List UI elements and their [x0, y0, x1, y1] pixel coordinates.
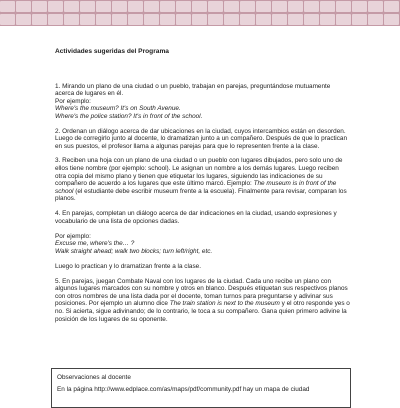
header-tile: [160, 14, 175, 25]
activity-5-text-a: 5. En parejas, juegan Combate Naval con los lugares de la ciudad. Cada uno recibe un plano con algunos lugares marcados con su nombre y otros en blanco. Después etiquetan sus respectivos planos con otros nombres de una lista dada por el docente, toman turnos para preguntarse y adivinar sus posiciones. Por ejemplo un alumno dice: [55, 277, 348, 308]
header-tile: [160, 1, 175, 12]
header-tile: [16, 1, 31, 12]
header-tile: [272, 14, 287, 25]
activity-3: [55, 157, 350, 203]
header-tile: [112, 1, 127, 12]
activity-1: [55, 83, 350, 121]
activity-4-example-label: Por ejemplo:: [55, 232, 91, 240]
teacher-notes-text: En la página http://www.edplace.com/as/maps/pdf/community.pdf hay un mapa de ciudad: [57, 385, 310, 393]
header-tile: [32, 1, 47, 12]
teacher-notes-heading: Observaciones al docente: [57, 374, 131, 381]
header-tile: [176, 14, 191, 25]
activity-4-example-1: Excuse me, where's the… ?: [55, 240, 135, 248]
header-tile: [128, 14, 143, 25]
header-tile: [96, 1, 111, 12]
header-tile: [80, 1, 95, 12]
activity-1-example-2: Where's the police station? It's in front of the school.: [55, 112, 203, 120]
document-body: [55, 48, 350, 330]
header-tile: [352, 14, 367, 25]
header-tile: [384, 14, 399, 25]
header-tile: [0, 14, 15, 25]
header-tile: [176, 1, 191, 12]
header-tile: [144, 1, 159, 12]
header-tile: [0, 1, 15, 12]
header-tile: [368, 1, 383, 12]
header-tile: [368, 14, 383, 25]
header-tile: [336, 14, 351, 25]
header-tile: [352, 1, 367, 12]
header-tile: [16, 14, 31, 25]
header-tile: [48, 14, 63, 25]
activity-3-example: The museum is in front of the school: [55, 180, 337, 195]
header-tile: [208, 14, 223, 25]
activity-4-text: 4. En parejas, completan un diálogo acerca de dar indicaciones en la ciudad, usando expresiones y vocabulario de una lista de opciones dadas.: [55, 209, 337, 225]
header-tile: [224, 14, 239, 25]
header-tile: [256, 14, 271, 25]
decorative-header-bar: [0, 0, 400, 26]
activity-3-text-b: (el estudiante debe escribir museum frente a la escuela). Finalmente para revisar, comparan los planos.: [55, 187, 347, 203]
header-tile: [288, 14, 303, 25]
teacher-notes-box: [51, 368, 351, 408]
activity-4-example-2: Walk straight ahead; walk two blocks; turn left/right, etc.: [55, 247, 213, 255]
header-tile: [192, 1, 207, 12]
activity-4-after: Luego lo practican y lo dramatizan frente a la clase.: [55, 263, 202, 271]
header-tile: [208, 1, 223, 12]
header-tile: [48, 1, 63, 12]
activity-1-example-label: Por ejemplo:: [55, 97, 91, 105]
header-tile: [112, 14, 127, 25]
activity-5: [55, 278, 350, 324]
header-tile: [320, 14, 335, 25]
header-tile: [224, 1, 239, 12]
header-tile: [64, 1, 79, 12]
header-tile: [96, 14, 111, 25]
header-tile: [272, 1, 287, 12]
header-tile: [304, 1, 319, 12]
page-title: Actividades sugeridas del Programa: [55, 48, 169, 55]
activity-5-text-b: y el otro responde yes o no. Si acierta, sigue adivinando; de lo contrario, le toca a su compañero. Gana quien primero adivine la posición de los lugares de su oponente.: [55, 300, 350, 323]
header-tile: [144, 14, 159, 25]
header-tile: [336, 1, 351, 12]
header-tile: [192, 14, 207, 25]
header-tile: [256, 1, 271, 12]
activity-4: [55, 210, 350, 271]
left-margin: [0, 26, 30, 400]
activity-1-example-1: Where's the museum? It's on South Avenue.: [55, 105, 181, 113]
header-tile: [288, 1, 303, 12]
header-tile: [80, 14, 95, 25]
header-tile: [384, 1, 399, 12]
header-tile: [320, 1, 335, 12]
activity-1-text: 1. Mirando un plano de una ciudad o un pueblo, trabajan en parejas, preguntándose mutuamente acerca de lugares en él.: [55, 82, 331, 98]
header-tile: [240, 14, 255, 25]
activity-3-text-a: 3. Reciben una hoja con un plano de una ciudad o un pueblo con lugares dibujados, pero solo uno de ellos tiene nombre (por ejemplo: school). Le asignan un nombre a los demás lugares. Luego reciben otra copia del mismo plano y tienen que etiquetar los lugares, siguiendo las indicaciones de su compañero de acuerdo a los lugares que este último marcó. Ejemplo:: [55, 157, 343, 188]
activity-2: 2. Ordenan un diálogo acerca de dar ubicaciones en la ciudad, cuyos intercambios están en desorden. Luego de corregirlo junto al docente, lo dramatizan junto a un compañero. Después de que lo practican en sus puestos, el profesor llama a algunas parejas para que lo representen frente a la clase.: [55, 127, 348, 150]
header-tile: [64, 14, 79, 25]
header-tile: [304, 14, 319, 25]
header-tile: [240, 1, 255, 12]
header-tile: [128, 1, 143, 12]
activity-5-example: The train station is next to the museum: [169, 300, 280, 308]
header-tile: [32, 14, 47, 25]
